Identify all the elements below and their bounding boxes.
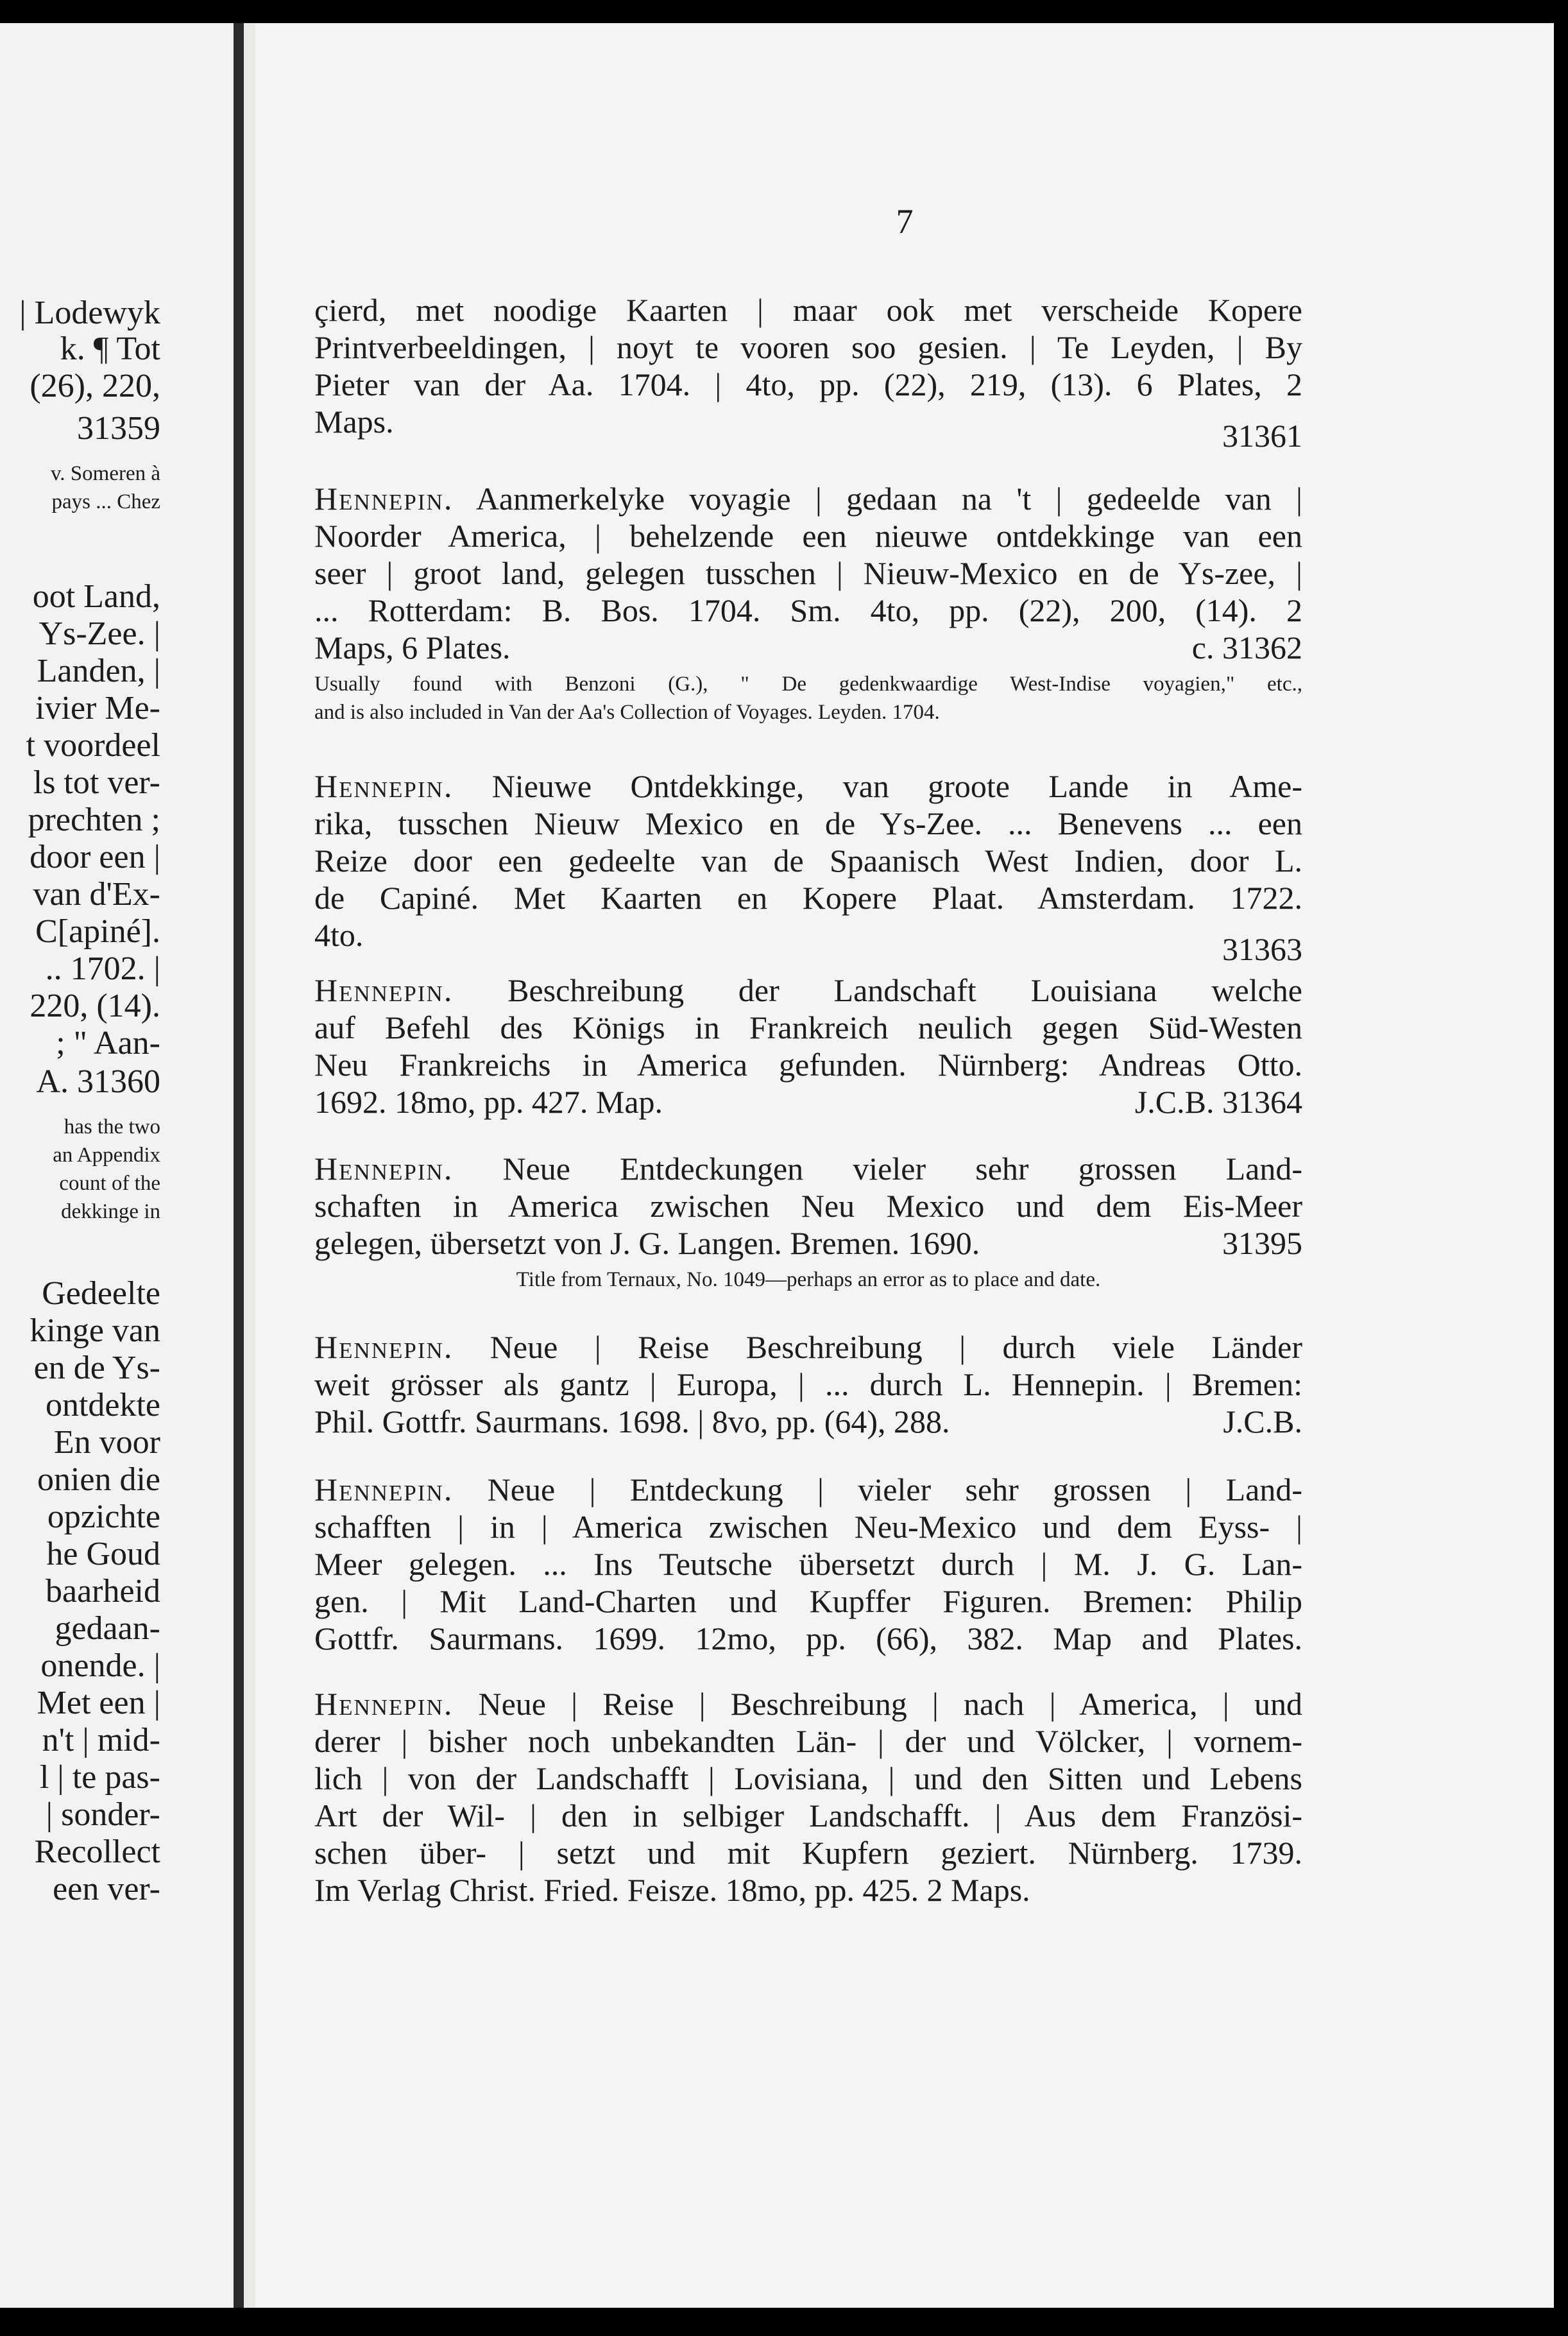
left-page-line: has the two <box>64 1115 160 1138</box>
left-page-line: kinge van <box>30 1312 160 1349</box>
bibliography-entry <box>314 768 1302 967</box>
left-page-line: .. 1702. | <box>45 950 160 987</box>
bibliography-entry <box>314 1328 1302 1440</box>
left-page-line: A. 31360 <box>36 1063 160 1100</box>
entry-author: Hennepin. <box>314 481 454 517</box>
entry-line: Meer gelegen. ... Ins Teutsche übersetzt durch | M. J. G. Lan- <box>314 1546 1302 1582</box>
entry-line: Noorder America, | behelzende een nieuwe ontdekkinge van een <box>314 518 1302 554</box>
entry-number: 31363 <box>1222 931 1302 967</box>
entry-line-text: Beschreibung der Landschaft Louisiana welche <box>507 972 1302 1008</box>
left-page-line: count of the <box>59 1172 160 1195</box>
entry-line: gen. | Mit Land-Charten und Kupffer Figuren. Bremen: Philip <box>314 1583 1302 1619</box>
entry-line-text: Aanmerkelyke voyagie | gedaan na 't | gedeelde van | <box>475 481 1303 517</box>
entry-author: Hennepin. <box>314 1472 454 1507</box>
left-page-line: prechten ; <box>28 802 160 838</box>
left-page-line: baarheid <box>45 1573 160 1610</box>
entry-line: Reize door een gedeelte van de Spaanisch West Indien, door L. <box>314 843 1302 879</box>
left-page <box>0 23 243 2308</box>
left-page-line: (26), 220, <box>30 368 160 404</box>
entry-line: rika, tusschen Nieuw Mexico en de Ys-Zee. ... Benevens ... een <box>314 805 1302 841</box>
entry-line-text: Neue | Entdeckung | vieler sehr grossen | Land- <box>487 1472 1302 1507</box>
entry-line: Art der Wil- | den in selbiger Landschafft. | Aus dem Französi- <box>314 1798 1302 1834</box>
entry-note: and is also included in Van der Aa's Collection of Voyages. Leyden. 1704. <box>314 701 940 724</box>
left-page-line: k. ¶ Tot <box>60 331 160 367</box>
entry-line <box>314 1685 1302 1722</box>
entry-line <box>314 972 1302 1009</box>
entry-line-text: 4to. <box>314 917 364 953</box>
bibliography-entry <box>314 972 1302 1121</box>
entry-line: schen über- | setzt und mit Kupfern geziert. Nürnberg. 1739. <box>314 1835 1302 1871</box>
entry-line <box>314 1150 1302 1187</box>
entry-author: Hennepin. <box>314 1151 454 1187</box>
entry-line <box>314 1083 1302 1121</box>
entry-line-text: Neue | Reise | Beschreibung | nach | America, | und <box>478 1686 1302 1722</box>
entry-line: Neu Frankreichs in America gefunden. Nürnberg: Andreas Otto. <box>314 1047 1302 1083</box>
left-page-line: gedaan- <box>55 1610 160 1647</box>
left-page-line: een ver- <box>53 1871 160 1907</box>
left-page-line: onende. | <box>40 1647 160 1684</box>
entry-line-text: 1692. 18mo, pp. 427. Map. <box>314 1084 663 1120</box>
entry-line <box>314 916 1302 967</box>
left-page-line: opzichte <box>47 1499 160 1535</box>
entry-number: c. 31362 <box>1191 630 1302 666</box>
entry-author: Hennepin. <box>314 972 454 1008</box>
entry-line: schafften | in | America zwischen Neu-Mexico und dem Eyss- | <box>314 1509 1302 1545</box>
entry-line <box>314 629 1302 666</box>
entry-line: lich | von der Landschafft | Lovisiana, | und den Sitten und Lebens <box>314 1760 1302 1796</box>
left-page-line: v. Someren à <box>50 462 160 485</box>
left-page-line: t voordeel <box>26 727 160 764</box>
left-page-line: en de Ys- <box>33 1350 160 1386</box>
entry-line <box>314 768 1302 805</box>
entry-line-text: gelegen, übersetzt von J. G. Langen. Bremen. 1690. <box>314 1225 980 1261</box>
left-page-line: van d'Ex- <box>33 876 160 913</box>
entry-note: Usually found with Benzoni (G.), " De gedenkwaardige West-Indise voyagien," etc., <box>314 673 1302 696</box>
left-page-line: l | te pas- <box>39 1759 160 1796</box>
left-page-line: 220, (14). <box>30 988 160 1024</box>
left-page-line: pays ... Chez <box>51 490 160 513</box>
entry-number: J.C.B. 31364 <box>1134 1084 1302 1120</box>
entry-line-text: Nieuwe Ontdekkinge, van groote Lande in Ame- <box>491 768 1302 804</box>
book-spine <box>234 23 244 2308</box>
entry-line-text: Maps. <box>314 404 394 440</box>
left-page-line: En voor <box>53 1424 160 1461</box>
entry-line <box>314 480 1302 517</box>
left-page-line: Gedeelte <box>42 1275 160 1312</box>
entry-line: seer | groot land, gelegen tusschen | Nieuw-Mexico en de Ys-zee, | <box>314 555 1302 591</box>
entry-number: 31395 <box>1222 1225 1302 1261</box>
left-page-line: ontdekte <box>45 1387 160 1423</box>
left-page-line: 31359 <box>77 410 160 447</box>
left-page-line: C[apiné]. <box>35 913 160 950</box>
entry-line-text: Neue Entdeckungen vieler sehr grossen Land- <box>502 1151 1302 1187</box>
left-page-line: onien die <box>37 1461 160 1498</box>
left-page-line: ls tot ver- <box>33 764 160 801</box>
left-page-line: he Goud <box>46 1536 160 1572</box>
page-number: 7 <box>896 202 914 241</box>
entry-line: de Capiné. Met Kaarten en Kopere Plaat. Amsterdam. 1722. <box>314 880 1302 916</box>
left-page-line: | Lodewyk <box>19 295 160 331</box>
entry-line-text: Neue | Reise Beschreibung | durch viele Länder <box>490 1329 1302 1365</box>
bibliography-entry <box>314 291 1302 454</box>
entry-line: Printverbeeldingen, | noyt te vooren soo gesien. | Te Leyden, | By <box>314 329 1302 365</box>
page-gutter <box>243 23 255 2308</box>
entry-line <box>314 1224 1302 1262</box>
entry-author: Hennepin. <box>314 1686 454 1722</box>
left-page-line: door een | <box>30 839 160 875</box>
left-page-line: | sonder- <box>46 1796 160 1833</box>
left-page-line: oot Land, <box>32 578 160 615</box>
entry-line <box>314 1403 1302 1440</box>
bibliography-entry <box>314 1685 1302 1909</box>
bibliography-entry <box>314 1471 1302 1657</box>
entry-line: schaften in America zwischen Neu Mexico und dem Eis-Meer <box>314 1188 1302 1224</box>
entry-line: weit grösser als gantz | Europa, | ... durch L. Hennepin. | Bremen: <box>314 1366 1302 1402</box>
entry-number: 31361 <box>1222 418 1302 454</box>
left-page-line: Ys-Zee. | <box>38 615 160 652</box>
entry-line <box>314 1328 1302 1366</box>
entry-author: Hennepin. <box>314 768 454 804</box>
entry-number: J.C.B. <box>1223 1404 1302 1439</box>
entry-line: auf Befehl des Königs in Frankreich neulich gegen Süd-Westen <box>314 1009 1302 1045</box>
left-page-line: ivier Me- <box>35 690 160 726</box>
entry-line <box>314 403 1302 454</box>
left-page-line: dekkinge in <box>61 1200 160 1223</box>
entry-author: Hennepin. <box>314 1329 454 1365</box>
left-page-line: n't | mid- <box>42 1722 160 1758</box>
left-page-line: Recollect <box>34 1834 160 1870</box>
left-page-line: Landen, | <box>37 653 160 689</box>
entry-line-text: Phil. Gottfr. Saurmans. 1698. | 8vo, pp. (64), 288. <box>314 1404 950 1439</box>
entry-line: çierd, met noodige Kaarten | maar ook met verscheide Kopere <box>314 292 1302 328</box>
entry-line: Pieter van der Aa. 1704. | 4to, pp. (22), 219, (13). 6 Plates, 2 <box>314 366 1302 402</box>
entry-line: Gottfr. Saurmans. 1699. 12mo, pp. (66), 382. Map and Plates. <box>314 1620 1302 1656</box>
bibliography-entry <box>314 480 1302 726</box>
left-page-line: Met een | <box>37 1685 160 1721</box>
bibliography-entry <box>314 1150 1302 1294</box>
entry-line: Im Verlag Christ. Fried. Feisze. 18mo, pp. 425. 2 Maps. <box>314 1872 1030 1908</box>
entry-line: ... Rotterdam: B. Bos. 1704. Sm. 4to, pp. (22), 200, (14). 2 <box>314 592 1302 628</box>
entry-line: derer | bisher noch unbekandten Län- | der und Völcker, | vornem- <box>314 1723 1302 1759</box>
entry-note: Title from Ternaux, No. 1049—perhaps an error as to place and date. <box>516 1268 1101 1291</box>
left-page-line: an Appendix <box>53 1144 160 1167</box>
left-page-line: ; " Aan- <box>56 1025 160 1061</box>
entry-line-text: Maps, 6 Plates. <box>314 630 511 666</box>
right-page <box>255 23 1554 2308</box>
entry-line <box>314 1471 1302 1508</box>
